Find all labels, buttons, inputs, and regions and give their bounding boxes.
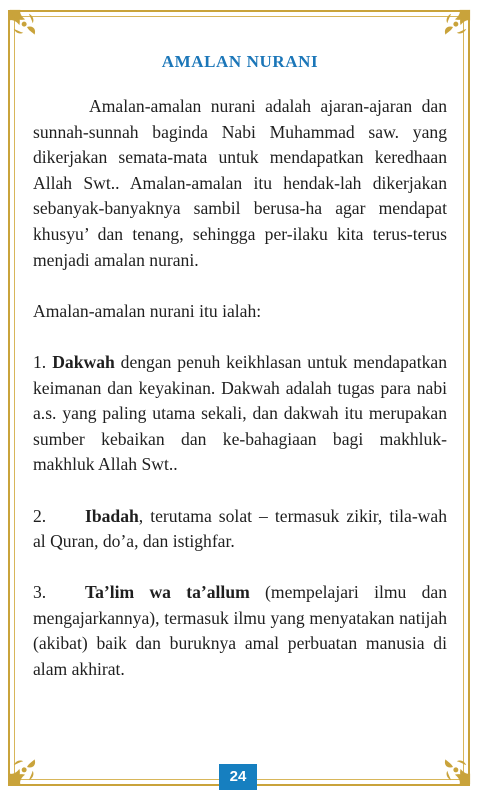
corner-ornament-icon xyxy=(8,748,46,786)
list-item-text: (mempelajari ilmu dan mengajarkannya), termasuk ilmu yang menyatakan natijah (akibat) baik dan buruknya amal perbuatan manusia di alam akhirat. xyxy=(33,582,447,680)
list-item-number: 2. xyxy=(33,505,47,526)
list-item-term: Dakwah xyxy=(52,351,115,372)
intro-paragraph: Amalan-amalan nurani adalah ajaran-ajaran dan sunnah-sunnah baginda Nabi Muhammad saw. yang dikerjakan semata-mata untuk mendapatkan keredhaan Allah Swt.. Amalan-amalan itu hendak-lah dikerjakan sebanyak-banyaknya sambil berusa-ha agar mendapat khusyu’ dan tenang, sehingga per-ilaku kita terus-terus menjadi amalan nurani. xyxy=(33,96,447,270)
list-item xyxy=(33,580,447,682)
list-item-term: Ta’lim wa ta’allum xyxy=(85,582,250,603)
list-item-number: 3. xyxy=(33,582,47,603)
corner-ornament-icon xyxy=(434,748,472,786)
corner-ornament-icon xyxy=(434,8,472,46)
list-heading: Amalan-amalan nurani itu ialah: xyxy=(33,300,262,321)
corner-ornament-icon xyxy=(8,8,46,46)
page-body xyxy=(33,94,447,683)
list-item-text: , terutama solat – termasuk zikir, tila-wah al Quran, do’a, dan istighfar. xyxy=(33,505,447,552)
page-title: AMALAN NURANI xyxy=(161,52,319,71)
list-item xyxy=(33,504,447,555)
page-number-badge: 24 xyxy=(219,764,257,790)
list-item-number: 1. xyxy=(33,351,47,372)
list-item-text: dengan penuh keikhlasan untuk mendapatkan keimanan dan keyakinan. Dakwah adalah tugas para nabi a.s. yang paling utama sekali, dan dakwah itu merupakan sumber kebaikan dan ke-bahagiaan bagi makhluk-makhluk Allah Swt.. xyxy=(33,351,447,475)
list-item xyxy=(33,350,447,478)
list-item-term: Ibadah xyxy=(85,505,139,526)
